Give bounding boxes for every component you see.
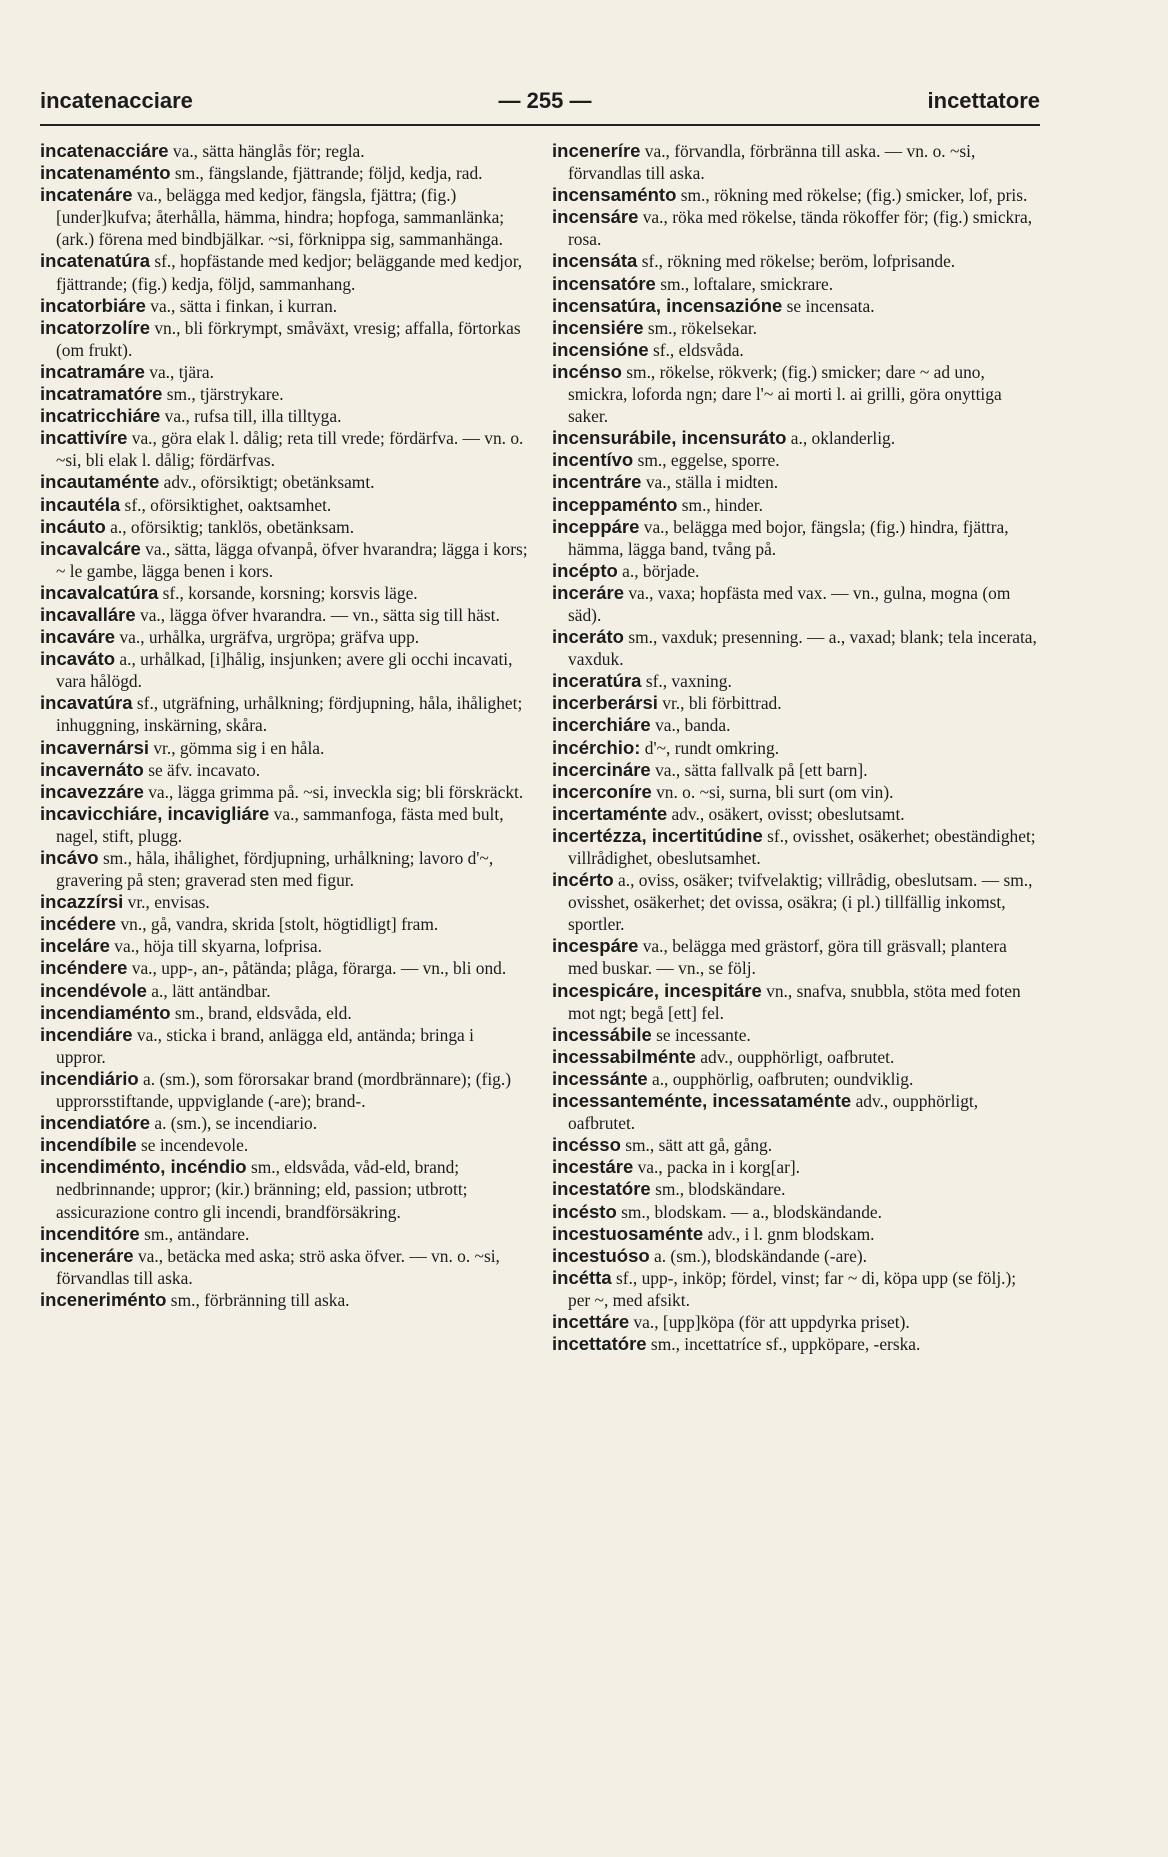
headword: incendíbile xyxy=(40,1134,137,1156)
definition: vn., snafva, snubbla, stöta med foten mot ngt; begå [ett] fel. xyxy=(568,980,1021,1023)
dictionary-entry xyxy=(40,317,528,361)
dictionary-entry xyxy=(40,383,528,405)
definition: sf., vaxning. xyxy=(641,671,732,692)
definition: va., belägga med grästorf, göra till gräsvall; plantera med buskar. — vn., se följ. xyxy=(568,936,1007,979)
dictionary-entry xyxy=(552,803,1040,825)
page-header xyxy=(40,88,1040,122)
definition: a. (sm.), som förorsakar brand (mordbrännare); (fig.) upprorsstiftande, uppviglande (-are); brand-. xyxy=(56,1068,512,1112)
headword: incatenacciáre xyxy=(40,140,169,161)
definition: se incessante. xyxy=(651,1024,751,1045)
headword: incazzírsi xyxy=(40,891,124,913)
dictionary-entry xyxy=(552,140,1040,184)
headword: incestuosaménte xyxy=(552,1222,704,1244)
dictionary-entry xyxy=(552,1090,1040,1134)
definition: sm., vaxduk; presenning. — a., vaxad; blank; tela incerata, vaxduk. xyxy=(568,627,1037,670)
definition: va., göra elak l. dålig; reta till vrede; fördärfva. — vn. o. ~si, bli elak l. dålig; fördärfvas. xyxy=(56,428,524,471)
definition: va., tjära. xyxy=(144,361,214,382)
definition: va., packa in i korg[ar]. xyxy=(633,1157,801,1178)
definition: sf., upp-, inköp; fördel, vinst; far ~ di, köpa upp (se följ.); per ~, med afsikt. xyxy=(568,1267,1017,1310)
headword: incavernáto xyxy=(40,758,144,780)
definition: va., vaxa; hopfästa med vax. — vn., gulna, mogna (om säd). xyxy=(568,582,1011,625)
dictionary-entry xyxy=(40,516,528,538)
headword: incavernársi xyxy=(40,736,150,758)
definition: vr., gömma sig i en håla. xyxy=(149,737,325,758)
definition: sf., eldsvåda. xyxy=(648,339,744,360)
headword: inceppáre xyxy=(552,515,640,537)
dictionary-entry xyxy=(552,1333,1040,1355)
dictionary-entry xyxy=(40,913,528,935)
dictionary-entry xyxy=(552,980,1040,1024)
headword: incérchio: xyxy=(552,736,641,758)
definition: sm., antändare. xyxy=(139,1223,250,1244)
definition: va., höja till skyarna, lofprisa. xyxy=(109,936,322,957)
dictionary-entry xyxy=(552,692,1040,714)
headword: incendiário xyxy=(40,1067,139,1089)
header-rule xyxy=(40,124,1040,126)
headword: incavicchiáre, incavigliáre xyxy=(40,802,270,824)
headword: incattivíre xyxy=(40,427,128,449)
dictionary-entry xyxy=(40,1024,528,1068)
dictionary-entry xyxy=(552,516,1040,560)
headword: incentráre xyxy=(552,471,642,493)
dictionary-entry xyxy=(552,714,1040,736)
headword: incépto xyxy=(552,559,618,581)
definition: sm., rökelse, rökverk; (fig.) smicker; dare ~ ad uno, smickra, loforda ngn; dare l'~ ai morti l. ai grilli, göra onyttiga saker. xyxy=(568,361,1002,427)
dictionary-entry xyxy=(40,295,528,317)
dictionary-entry xyxy=(40,1002,528,1024)
definition: a., urhålkad, [i]hålig, insjunken; avere gli occhi incavati, vara hålögd. xyxy=(56,649,513,692)
definition: sm., håla, ihålighet, fördjupning, urhålkning; lavoro d'~, gravering på sten; graverad sten med figur. xyxy=(56,848,494,891)
headword: inceráto xyxy=(552,626,624,648)
headword: incenditóre xyxy=(40,1222,140,1244)
dictionary-entry xyxy=(40,847,528,891)
headword: incautéla xyxy=(40,493,121,515)
headword: incatramatóre xyxy=(40,383,163,405)
dictionary-entry xyxy=(40,162,528,184)
definition: vn., gå, vandra, skrida [stolt, högtidligt] fram. xyxy=(116,914,439,935)
dictionary-entry xyxy=(552,1178,1040,1200)
dictionary-entry xyxy=(40,538,528,582)
dictionary-entry xyxy=(40,692,528,736)
headword: incentívo xyxy=(552,449,634,471)
headword: incávo xyxy=(40,847,99,868)
headword: incensióne xyxy=(552,338,649,360)
dictionary-entry xyxy=(552,1201,1040,1223)
headword: incendévole xyxy=(40,979,147,1001)
headword: incessábile xyxy=(552,1023,652,1045)
headword: incessanteménte, incessataménte xyxy=(552,1090,852,1112)
definition: va., förvandla, förbränna till aska. — vn. o. ~si, förvandlas till aska. xyxy=(568,141,976,184)
headword: incensatóre xyxy=(552,272,656,294)
headword: incatenáre xyxy=(40,184,133,206)
dictionary-entry xyxy=(40,935,528,957)
dictionary-entry xyxy=(40,1068,528,1112)
definition: a., oklanderlig. xyxy=(786,428,896,449)
dictionary-entry xyxy=(40,1134,528,1156)
definition: sm., eldsvåda, våd-eld, brand; nedbrinnande; uppror; (kir.) bränning; eld, passion; utbrott; assicurazione contro gli incendi, brandförsäkring. xyxy=(56,1157,468,1222)
headword: incensáta xyxy=(552,250,638,272)
headword: incédere xyxy=(40,913,117,935)
headword: incaváto xyxy=(40,648,116,670)
dictionary-entry xyxy=(552,560,1040,582)
page-number: — 255 — xyxy=(498,88,592,113)
headword: inceráre xyxy=(552,581,624,603)
dictionary-entry xyxy=(552,825,1040,869)
dictionary-entry xyxy=(552,1223,1040,1245)
headword: incautaménte xyxy=(40,471,160,493)
headword: incestuóso xyxy=(552,1244,650,1266)
dictionary-entry xyxy=(552,317,1040,339)
dictionary-entry xyxy=(40,140,528,162)
headword: incestáre xyxy=(552,1156,634,1178)
definition: sf., hopfästande med kedjor; beläggande med kedjor, fjättrande; (fig.) kedja, följd, sammanhang. xyxy=(56,251,523,294)
dictionary-entry xyxy=(552,737,1040,759)
definition: sf., korsande, korsning; korsvis läge. xyxy=(158,582,418,603)
dictionary-entry xyxy=(552,1245,1040,1267)
headword: incatenaménto xyxy=(40,162,171,184)
dictionary-entry xyxy=(552,1068,1040,1090)
headword: incespáre xyxy=(552,935,639,957)
headword: incéndere xyxy=(40,957,128,979)
headword: incavezzáre xyxy=(40,780,144,802)
definition: se incendevole. xyxy=(136,1135,249,1156)
dictionary-entry xyxy=(40,604,528,626)
headword: inceneríre xyxy=(552,140,641,161)
headword: incatorzolíre xyxy=(40,316,150,338)
definition: adv., osäkert, ovisst; obeslutsamt. xyxy=(667,803,905,824)
dictionary-entry xyxy=(552,494,1040,516)
headword: incertaménte xyxy=(552,802,668,824)
headword: incatorbiáre xyxy=(40,294,146,316)
definition: a., oviss, osäker; tvifvelaktig; villrådig, obeslutsam. — sm., ovisshet, osäkerhet; det ovissa, osäkra; (i pl.) tillfällig inkomst, sportler. xyxy=(568,870,1033,935)
dictionary-entry xyxy=(552,1156,1040,1178)
dictionary-entry xyxy=(40,626,528,648)
headword: incettatóre xyxy=(552,1333,647,1355)
dictionary-entry xyxy=(40,648,528,692)
dictionary-entry xyxy=(552,295,1040,317)
definition: va., sätta fallvalk på [ett barn]. xyxy=(650,759,868,780)
definition: a. (sm.), blodskändande (-are). xyxy=(649,1245,867,1266)
dictionary-entry xyxy=(40,891,528,913)
definition: sf., utgräfning, urhålkning; fördjupning, håla, ihålighet; inhuggning, inskärning, skåra. xyxy=(56,693,523,736)
definition: va., sätta, lägga ofvanpå, öfver hvarandra; lägga i kors; ~ le gambe, lägga benen i kors. xyxy=(56,538,528,581)
headword: incésto xyxy=(552,1200,617,1222)
headword: incespicáre, incespitáre xyxy=(552,979,762,1001)
dictionary-entry xyxy=(552,339,1040,361)
headword: incensiére xyxy=(552,316,644,338)
headword: incáuto xyxy=(40,515,106,537)
dictionary-entry xyxy=(40,1112,528,1134)
dictionary-entry xyxy=(552,869,1040,935)
definition: adv., i l. gnm blodskam. xyxy=(703,1223,875,1244)
headword: incavatúra xyxy=(40,692,133,714)
dictionary-entry xyxy=(552,759,1040,781)
right-column xyxy=(552,140,1040,1355)
dictionary-entry xyxy=(552,1267,1040,1311)
definition: se äfv. incavato. xyxy=(143,759,261,780)
dictionary-entry xyxy=(552,206,1040,250)
definition: va., sticka i brand, anlägga eld, antända; bringa i uppror. xyxy=(56,1024,474,1067)
dictionary-entry xyxy=(552,273,1040,295)
headword: incettáre xyxy=(552,1310,630,1332)
definition: va., betäcka med aska; strö aska öfver. — vn. o. ~si, förvandlas till aska. xyxy=(56,1245,500,1288)
definition: sf., ovisshet, osäkerhet; obeständighet; villrådighet, obeslutsamhet. xyxy=(568,825,1036,868)
dictionary-entry xyxy=(40,471,528,493)
definition: sm., blodskam. — a., blodskändande. xyxy=(616,1201,882,1222)
dictionary-entry xyxy=(552,1311,1040,1333)
left-column xyxy=(40,140,528,1355)
definition: va., banda. xyxy=(650,715,731,736)
definition: sf., rökning med rökelse; beröm, lofprisande. xyxy=(637,251,956,272)
definition: va., sätta hänglås för; regla. xyxy=(168,141,365,161)
headword: incérto xyxy=(552,869,614,891)
definition: va., belägga med kedjor, fängsla, fjättra; (fig.) [under]kufva; återhålla, hämma, hindra; hopfoga, sammanlänka; (ark.) förena med bindbjälkar. ~si, förknippa sig, sammanhänga. xyxy=(56,185,505,250)
dictionary-entry xyxy=(40,737,528,759)
dictionary-entry xyxy=(40,361,528,383)
dictionary-entry xyxy=(552,670,1040,692)
headword: incestatóre xyxy=(552,1178,651,1200)
headword: incensatúra, incensazióne xyxy=(552,294,783,316)
headword: incénso xyxy=(552,360,622,382)
dictionary-page xyxy=(40,88,1040,1355)
dictionary-entry xyxy=(40,803,528,847)
headword: incerchiáre xyxy=(552,714,651,736)
definition: vn., bli förkrympt, småväxt, vresig; affalla, förtorkas (om frukt). xyxy=(56,317,521,360)
definition: va., sammanfoga, fästa med bult, nagel, stift, plugg. xyxy=(56,803,504,846)
definition: vn. o. ~si, surna, bli surt (om vin). xyxy=(651,781,894,802)
definition: vr., envisas. xyxy=(123,892,210,913)
dictionary-entry xyxy=(552,250,1040,272)
definition: sm., förbränning till aska. xyxy=(166,1289,350,1310)
headword: incendiaménto xyxy=(40,1001,171,1023)
header-last-word: incettatore xyxy=(927,88,1040,113)
definition: va., sätta i finkan, i kurran. xyxy=(145,295,338,316)
headword: incaváre xyxy=(40,626,116,648)
definition: sm., rökning med rökelse; (fig.) smicker, lof, pris. xyxy=(676,185,1028,206)
headword: incésso xyxy=(552,1134,621,1156)
dictionary-entry xyxy=(40,184,528,250)
dictionary-entry xyxy=(40,759,528,781)
headword: inceláre xyxy=(40,935,110,957)
definition: se incensata. xyxy=(782,295,875,316)
headword: incensurábile, incensuráto xyxy=(552,427,787,449)
dictionary-entry xyxy=(552,935,1040,979)
headword: incerberársi xyxy=(552,692,658,714)
definition: sm., eggelse, sporre. xyxy=(633,450,780,471)
headword: incertézza, incertitúdine xyxy=(552,824,763,846)
headword: inceneráre xyxy=(40,1244,134,1266)
definition: sf., oförsiktighet, oaktsamhet. xyxy=(120,494,332,515)
headword: incendiménto, incéndio xyxy=(40,1156,247,1178)
dictionary-entry xyxy=(40,1245,528,1289)
definition: va., röka med rökelse, tända rökoffer för; (fig.) smickra, rosa. xyxy=(568,207,1033,250)
dictionary-entry xyxy=(552,626,1040,670)
definition: sm., rökelsekar. xyxy=(643,317,758,338)
dictionary-entry xyxy=(40,980,528,1002)
headword: incessabilménte xyxy=(552,1045,696,1067)
headword: incensáre xyxy=(552,206,639,228)
definition: a., lätt antändbar. xyxy=(146,980,271,1001)
headword: incavalcatúra xyxy=(40,581,159,603)
headword: incavalcáre xyxy=(40,537,141,559)
dictionary-entry xyxy=(552,471,1040,493)
dictionary-entry xyxy=(552,1024,1040,1046)
dictionary-entry xyxy=(552,781,1040,803)
definition: va., ställa i midten. xyxy=(641,472,779,493)
header-first-word: incatenacciare xyxy=(40,88,193,113)
dictionary-entry xyxy=(40,957,528,979)
definition: va., urhålka, urgräfva, urgröpa; gräfva upp. xyxy=(115,627,420,648)
definition: sm., sätt att gå, gång. xyxy=(620,1135,773,1156)
definition: a., oupphörlig, oafbruten; oundviklig. xyxy=(647,1068,914,1089)
headword: incavalláre xyxy=(40,603,136,625)
headword: incessánte xyxy=(552,1067,648,1089)
definition: va., lägga grimma på. ~si, inveckla sig; bli förskräckt. xyxy=(143,781,524,802)
definition: sm., loftalare, smickrare. xyxy=(655,273,834,294)
headword: incendiáre xyxy=(40,1023,133,1045)
dictionary-entry xyxy=(552,184,1040,206)
definition: va., lägga öfver hvarandra. — vn., sätta sig till häst. xyxy=(135,604,500,625)
dictionary-entry xyxy=(552,1134,1040,1156)
headword: incensaménto xyxy=(552,184,677,206)
definition: vr., bli förbittrad. xyxy=(657,693,782,714)
definition: a., började. xyxy=(617,560,700,581)
dictionary-entry xyxy=(40,494,528,516)
dictionary-entry xyxy=(552,582,1040,626)
dictionary-entry xyxy=(40,405,528,427)
headword: incatramáre xyxy=(40,360,145,382)
headword: incerconíre xyxy=(552,780,652,802)
definition: a. (sm.), se incendiario. xyxy=(150,1113,318,1134)
dictionary-entry xyxy=(40,427,528,471)
dictionary-entry xyxy=(40,781,528,803)
dictionary-entry xyxy=(552,449,1040,471)
definition: sm., incettatríce sf., uppköpare, -erska. xyxy=(646,1334,921,1355)
entry-columns xyxy=(40,140,1040,1355)
definition: adv., oupphörligt, oafbrutet. xyxy=(695,1046,895,1067)
dictionary-entry xyxy=(40,1289,528,1311)
dictionary-entry xyxy=(552,361,1040,427)
definition: sm., fängslande, fjättrande; följd, kedja, rad. xyxy=(170,163,483,184)
definition: sm., tjärstrykare. xyxy=(162,384,284,405)
headword: incétta xyxy=(552,1266,612,1288)
dictionary-entry xyxy=(40,582,528,604)
definition: va., upp-, an-, påtända; plåga, förarga. — vn., bli ond. xyxy=(127,958,507,979)
headword: incendiatóre xyxy=(40,1112,150,1134)
definition: d'~, rundt omkring. xyxy=(640,737,780,758)
definition: adv., oförsiktigt; obetänksamt. xyxy=(159,472,375,493)
headword: incatenatúra xyxy=(40,250,151,272)
dictionary-entry xyxy=(40,250,528,294)
dictionary-entry xyxy=(40,1156,528,1222)
headword: inceppaménto xyxy=(552,493,678,515)
headword: inceneriménto xyxy=(40,1288,167,1310)
definition: sm., hinder. xyxy=(677,494,763,515)
dictionary-entry xyxy=(552,1046,1040,1068)
definition: adv., oupphörligt, oafbrutet. xyxy=(568,1091,979,1134)
definition: va., belägga med bojor, fängsla; (fig.) hindra, fjättra, hämma, lägga band, tvång på. xyxy=(568,516,1009,559)
headword: incercináre xyxy=(552,758,651,780)
dictionary-entry xyxy=(552,427,1040,449)
definition: sm., brand, eldsvåda, eld. xyxy=(170,1002,352,1023)
headword: incatricchiáre xyxy=(40,405,161,427)
definition: va., [upp]köpa (för att uppdyrka priset). xyxy=(629,1311,910,1332)
definition: va., rufsa till, illa tilltyga. xyxy=(160,406,342,427)
definition: a., oförsiktig; tanklös, obetänksam. xyxy=(105,516,355,537)
definition: sm., blodskändare. xyxy=(650,1179,786,1200)
dictionary-entry xyxy=(40,1223,528,1245)
headword: inceratúra xyxy=(552,670,642,692)
